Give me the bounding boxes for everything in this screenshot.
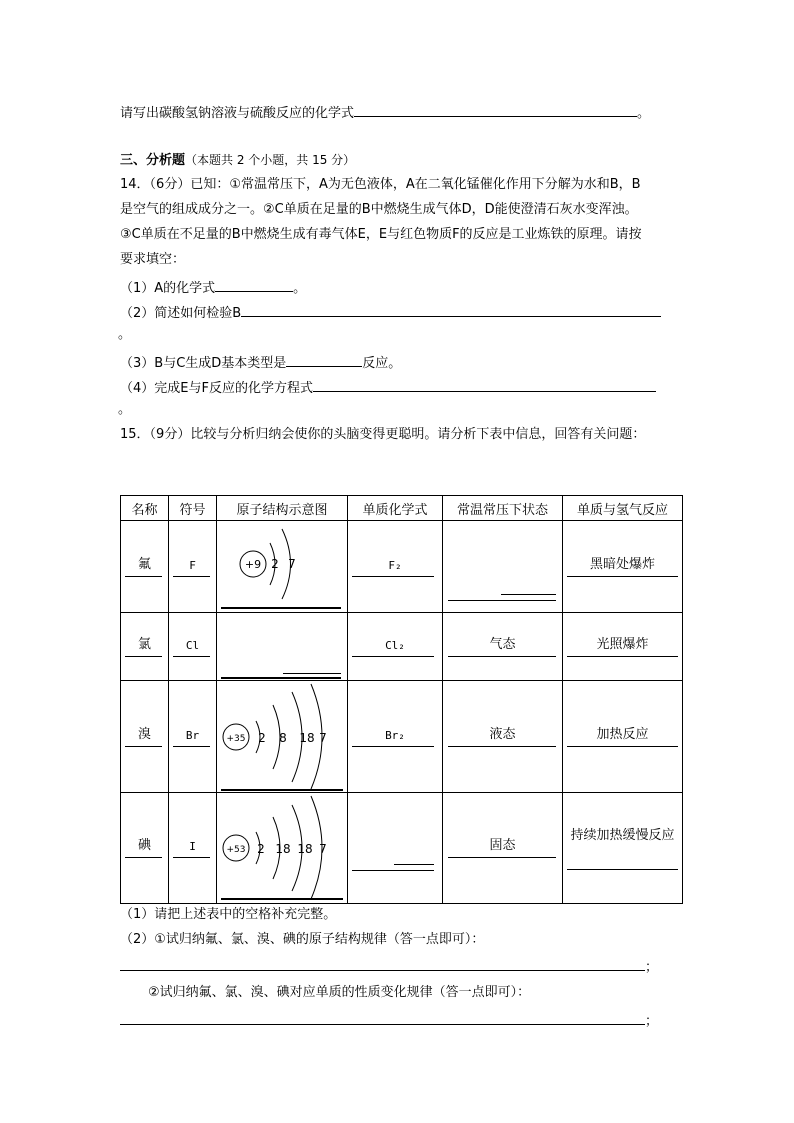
nucleus-charge: +53 — [226, 845, 246, 855]
q14-sub3-end: 反应。 — [362, 356, 402, 371]
table-header-row — [121, 496, 683, 521]
shell-electrons: 2 — [257, 842, 265, 856]
q15-sub1: （1）请把上述表中的空格补充完整。 — [120, 907, 337, 922]
top-question — [120, 102, 650, 122]
cell-structure — [217, 521, 348, 613]
cell-structure — [217, 613, 348, 681]
answer-blank-q14-4[interactable] — [313, 377, 656, 392]
cell-reaction: 光照爆炸 — [563, 613, 683, 681]
cell-name: 溴 — [121, 681, 169, 793]
q14-sub3-label: （3）B与C生成D基本类型是 — [120, 356, 287, 371]
shell-electrons: 18 — [275, 842, 291, 856]
shell-electrons: 2 — [271, 557, 279, 571]
q14-sub2-label: （2）简述如何检验B — [120, 306, 242, 321]
halogen-table — [120, 495, 683, 904]
answer-blank-q14-2[interactable] — [241, 302, 661, 317]
q14-sub1 — [120, 277, 306, 297]
section-heading — [120, 152, 355, 169]
line-end: ； — [645, 960, 659, 975]
top-question-text: 请写出碳酸氢钠溶液与硫酸反应的化学式 — [120, 106, 355, 121]
q14-line-4: 要求填空： — [120, 252, 186, 267]
q14-line-2: 是空气的组成成分之一。②C单质在足量的B中燃烧生成气体D，D能使澄清石灰水变浑浊。 — [120, 202, 638, 217]
cell-state: 气态 — [443, 613, 563, 681]
shell-electrons: 7 — [319, 842, 327, 856]
cell-name: 碘 — [121, 793, 169, 904]
shell-electrons: 2 — [258, 731, 266, 745]
q15-sub2-2: ②试归纳氟、氯、溴、碘对应单质的性质变化规律（答一点即可）： — [148, 985, 531, 1000]
atom-diagram-f — [217, 521, 348, 613]
cell-formula — [348, 793, 443, 904]
cell-reaction: 持续加热缓慢反应 — [563, 793, 683, 904]
q14-sub3 — [120, 352, 401, 372]
table-row — [121, 521, 683, 613]
header-state: 常温常压下状态 — [443, 496, 563, 521]
q15-intro: 15．（9分）比较与分析归纳会使你的头脑变得更聪明。请分析下表中信息，回答有关问题： — [120, 427, 646, 442]
header-symbol: 符号 — [169, 496, 217, 521]
q15-sub2-1: （2）①试归纳氟、氯、溴、碘的原子结构规律（答一点即可）： — [120, 932, 485, 947]
shell-electrons: 18 — [299, 731, 315, 745]
cell-state — [443, 521, 563, 613]
q14-sub2 — [120, 302, 661, 322]
cell-formula: Br₂ — [348, 681, 443, 793]
answer-blank-formula-i[interactable] — [394, 864, 434, 865]
shell-electrons: 7 — [288, 557, 296, 571]
table-row — [121, 793, 683, 904]
cell-reaction: 黑暗处爆炸 — [563, 521, 683, 613]
cell-symbol: Br — [169, 681, 217, 793]
q14-sub4 — [120, 377, 656, 397]
header-reaction: 单质与氢气反应 — [563, 496, 683, 521]
cell-symbol: I — [169, 793, 217, 904]
q14-sub2-end: 。 — [118, 327, 132, 342]
shell-electrons: 8 — [279, 731, 287, 745]
answer-blank-state-f[interactable] — [501, 594, 556, 595]
table-row — [121, 613, 683, 681]
q14-sub4-label: （4）完成E与F反应的化学方程式 — [120, 381, 313, 396]
line-end: ； — [645, 1014, 659, 1029]
atom-diagram-i — [217, 793, 348, 904]
table-row — [121, 681, 683, 793]
cell-symbol: Cl — [169, 613, 217, 681]
header-name: 名称 — [121, 496, 169, 521]
answer-blank-top[interactable] — [354, 102, 637, 117]
shell-electrons: 18 — [297, 842, 313, 856]
cell-symbol: F — [169, 521, 217, 613]
cell-formula: Cl₂ — [348, 613, 443, 681]
q15-answer-line-2 — [120, 1010, 658, 1030]
top-question-end: 。 — [637, 106, 651, 121]
q14-sub1-end: 。 — [293, 281, 307, 296]
cell-name: 氟 — [121, 521, 169, 613]
cell-state: 液态 — [443, 681, 563, 793]
cell-structure — [217, 681, 348, 793]
cell-formula: F₂ — [348, 521, 443, 613]
shell-electrons: 7 — [319, 731, 327, 745]
nucleus-charge: +35 — [226, 734, 246, 744]
header-formula: 单质化学式 — [348, 496, 443, 521]
nucleus-charge: +9 — [244, 558, 262, 571]
cell-structure — [217, 793, 348, 904]
q14-line-3: ③C单质在不足量的B中燃烧生成有毒气体E，E与红色物质F的反应是工业炼铁的原理。请按 — [120, 227, 642, 242]
answer-blank-q14-1[interactable] — [215, 277, 293, 292]
section-title: 三、分析题 — [120, 153, 186, 168]
answer-blank-q15-2-2[interactable] — [120, 1010, 645, 1025]
atom-diagram-br — [217, 681, 348, 793]
answer-blank-q15-2-1[interactable] — [120, 956, 645, 971]
answer-blank-q14-3[interactable] — [286, 352, 362, 367]
header-structure: 原子结构示意图 — [217, 496, 348, 521]
answer-blank-structure-cl[interactable] — [283, 673, 341, 674]
cell-reaction: 加热反应 — [563, 681, 683, 793]
q15-answer-line-1 — [120, 956, 658, 976]
cell-state: 固态 — [443, 793, 563, 904]
q14-sub1-label: （1）A的化学式 — [120, 281, 216, 296]
q14-sub4-end: 。 — [118, 402, 132, 417]
section-note: （本题共 2 个小题，共 15 分） — [185, 153, 356, 167]
q14-line-1: 14．（6分）已知：①常温常压下，A为无色液体，A在二氧化锰催化作用下分解为水和B，B — [120, 177, 641, 192]
cell-name: 氯 — [121, 613, 169, 681]
